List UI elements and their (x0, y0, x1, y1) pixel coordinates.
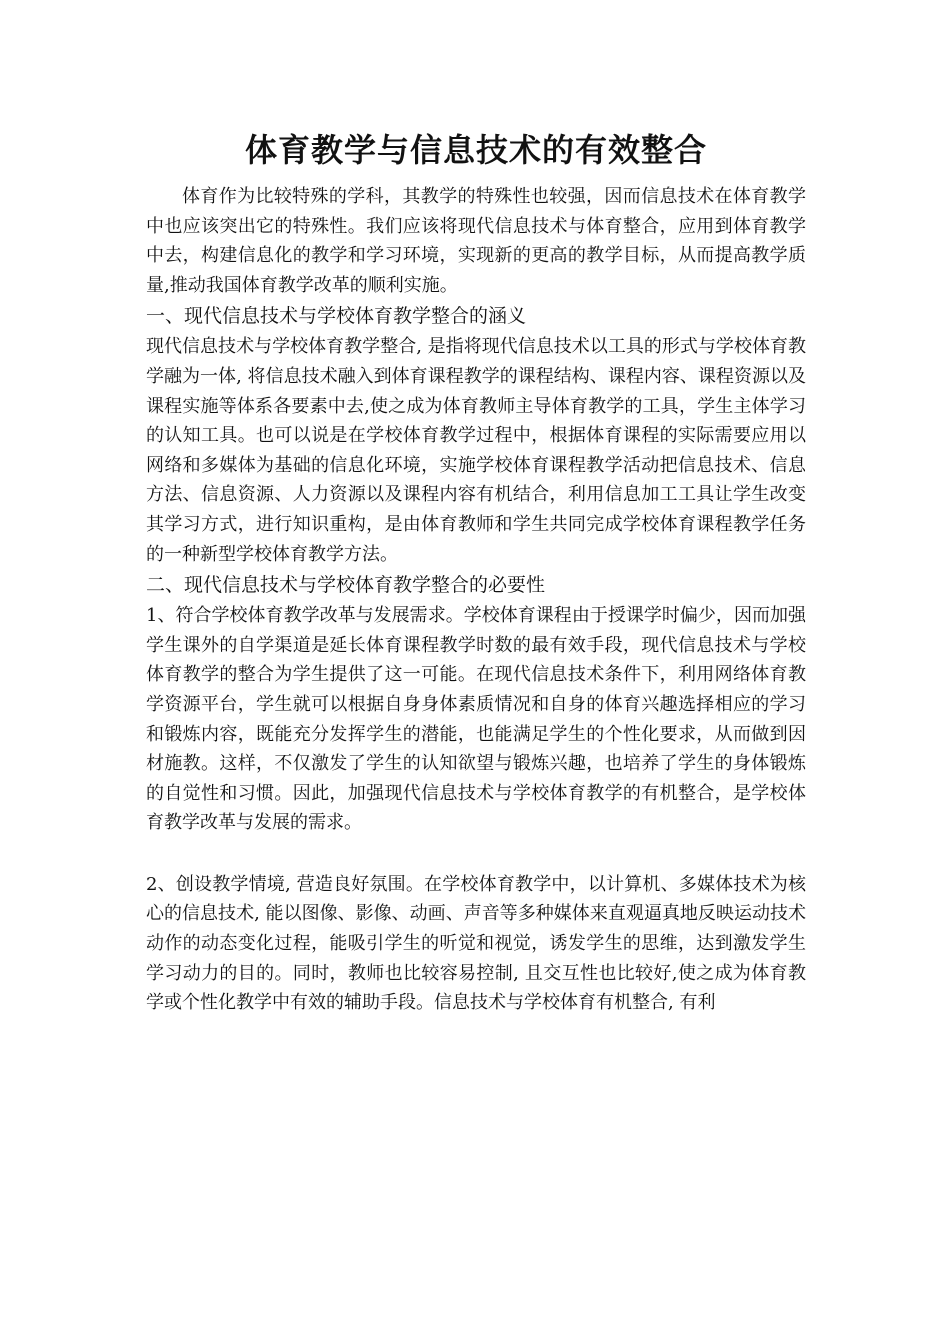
paragraph-spacer (146, 838, 806, 870)
section-2-paragraph-2: 2、创设教学情境, 营造良好氛围。在学校体育教学中，以计算机、多媒体技术为核心的信息技术, 能以图像、影像、动画、声音等多种媒体来直观逼真地反映运动技术动作的动态变化过程，能吸引学生的听觉和视觉，诱发学生的思维，达到激发学生学习动力的目的。同时，教师也比较容易控制, 且交互性也比较好,使之成为体育教学或个性化教学中有效的辅助手段。信息技术与学校体育有机整合, 有利 (146, 873, 806, 1014)
document-page (146, 128, 806, 1018)
section-2-paragraph-1: 1、符合学校体育教学改革与发展需求。学校体育课程由于授课学时偏少，因而加强学生课外的自学渠道是延长体育课程教学时数的最有效手段，现代信息技术与学校体育教学的整合为学生提供了这一可能。在现代信息技术条件下，利用网络体育教学资源平台，学生就可以根据自身身体素质情况和自身的体育兴趣选择相应的学习和锻炼内容，既能充分发挥学生的潜能，也能满足学生的个性化要求，从而做到因材施教。这样，不仅激发了学生的认知欲望与锻炼兴趣，也培养了学生的身体锻炼的自觉性和习惯。因此，加强现代信息技术与学校体育教学的有机整合，是学校体育教学改革与发展的需求。 (146, 605, 806, 834)
document-title: 体育教学与信息技术的有效整合 (244, 131, 707, 169)
intro-paragraph: 体育作为比较特殊的学科，其教学的特殊性也较强，因而信息技术在体育教学中也应该突出它的特殊性。我们应该将现代信息技术与体育整合，应用到体育教学中去，构建信息化的教学和学习环境，实现新的更高的教学目标，从而提高教学质量,推动我国体育教学改革的顺利实施。 (146, 186, 806, 296)
section-heading-2: 二、现代信息技术与学校体育教学整合的必要性 (146, 574, 546, 597)
section-1-paragraph-1: 现代信息技术与学校体育教学整合, 是指将现代信息技术以工具的形式与学校体育教学融为一体, 将信息技术融入到体育课程教学的课程结构、课程内容、课程资源以及课程实施等体系各要素中去,使之成为体育教师主导体育教学的工具，学生主体学习的认知工具。也可以说是在学校体育教学过程中，根据体育课程的实际需要应用以网络和多媒体为基础的信息化环境，实施学校体育课程教学活动把信息技术、信息方法、信息资源、人力资源以及课程内容有机结合，利用信息加工工具让学生改变其学习方式，进行知识重构，是由体育教师和学生共同完成学校体育课程教学任务的一种新型学校体育教学方法。 (146, 336, 806, 565)
section-heading-1: 一、现代信息技术与学校体育教学整合的涵义 (146, 305, 527, 328)
